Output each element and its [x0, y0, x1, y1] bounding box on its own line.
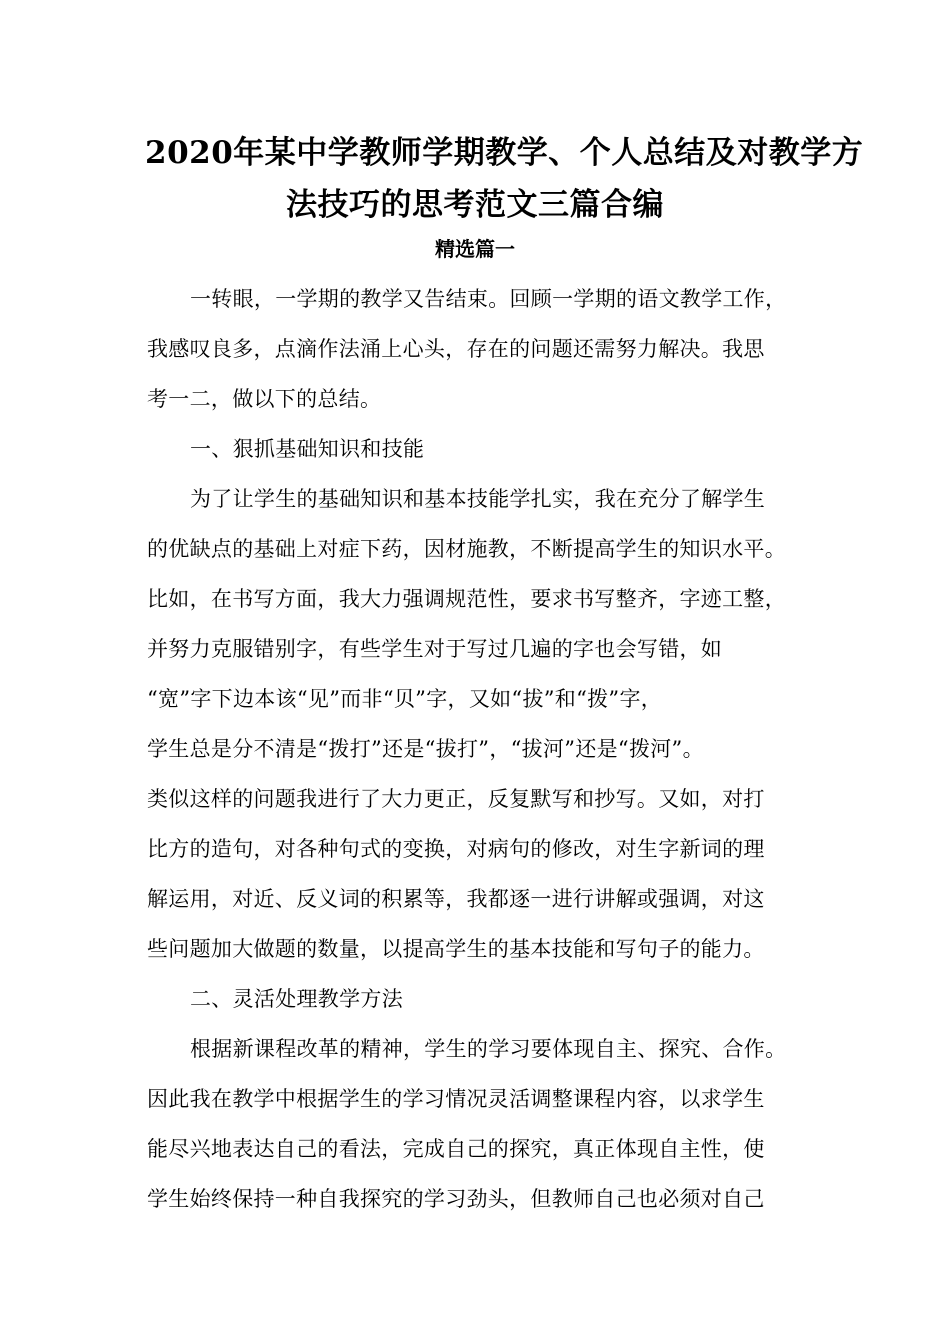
paragraph-line: 为了让学生的基础知识和基本技能学扎实，我在充分了解学生: [190, 487, 766, 511]
paragraph-line: 我感叹良多，点滴作法涌上心头，存在的问题还需努力解决。我思: [147, 337, 765, 361]
paragraph-line: 类似这样的问题我进行了大力更正，反复默写和抄写。又如，对打: [147, 787, 765, 811]
paragraph-line: 并努力克服错别字，有些学生对于写过几遍的字也会写错，如: [147, 637, 723, 661]
section-subtitle: 精选篇一: [435, 237, 515, 261]
paragraph-line: 能尽兴地表达自己的看法，完成自己的探究，真正体现自主性，使: [147, 1137, 765, 1161]
section-heading: 二、灵活处理教学方法: [190, 987, 403, 1011]
paragraph-line: “宽”字下边本该“见”而非“贝”字，又如“拔”和“拨”字，: [147, 687, 663, 711]
paragraph-line: 一转眼，一学期的教学又告结束。回顾一学期的语文教学工作，: [190, 287, 787, 311]
paragraph-line: 的优缺点的基础上对症下药，因材施教，不断提高学生的知识水平。: [147, 537, 786, 561]
title-line-1: 2020年某中学教师学期教学、个人总结及对教学方: [145, 135, 864, 171]
paragraph-line: 因此我在教学中根据学生的学习情况灵活调整课程内容，以求学生: [147, 1087, 765, 1111]
paragraph-line: 学生始终保持一种自我探究的学习劲头，但教师自己也必须对自己: [147, 1187, 765, 1211]
section-heading: 一、狠抓基础知识和技能: [190, 437, 425, 461]
paragraph-line: 些问题加大做题的数量，以提高学生的基本技能和写句子的能力。: [147, 937, 765, 961]
title-line-2: 法技巧的思考范文三篇合编: [286, 187, 664, 223]
paragraph-line: 学生总是分不清是“拨打”还是“拔打”，“拔河”还是“拨河”。: [147, 737, 704, 761]
paragraph-line: 考一二，做以下的总结。: [147, 387, 382, 411]
paragraph-line: 比方的造句，对各种句式的变换，对病句的修改，对生字新词的理: [147, 837, 765, 861]
paragraph-line: 根据新课程改革的精神，学生的学习要体现自主、探究、合作。: [190, 1037, 787, 1061]
document-title: [145, 127, 864, 231]
paragraph-line: 比如，在书写方面，我大力强调规范性，要求书写整齐，字迹工整，: [147, 587, 786, 611]
paragraph-line: 解运用，对近、反义词的积累等，我都逐一进行讲解或强调，对这: [147, 887, 765, 911]
